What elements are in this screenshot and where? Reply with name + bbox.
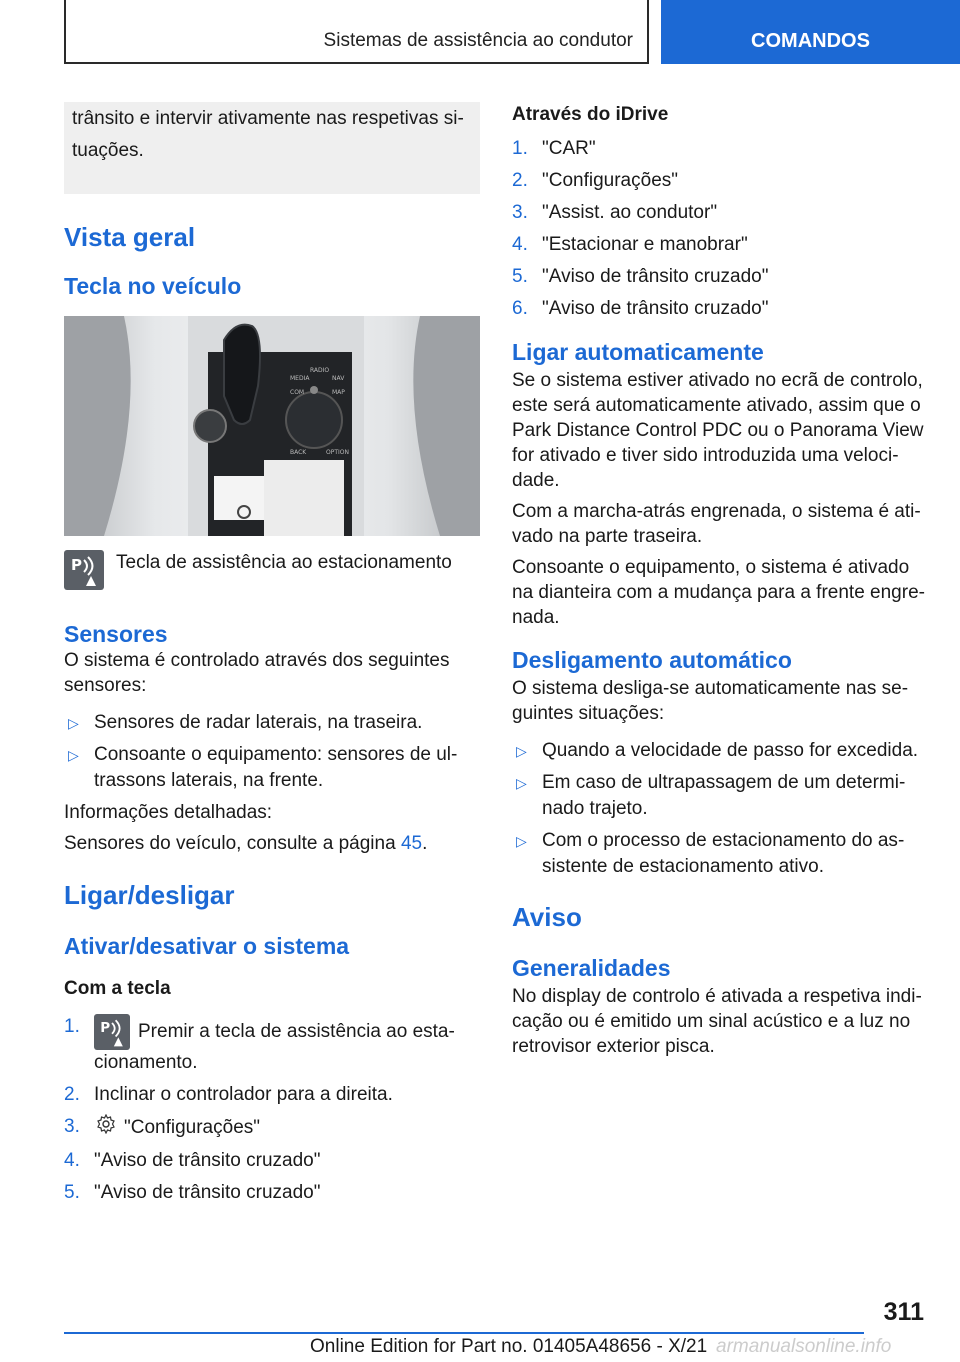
- bullet-triangle-icon: ▷: [68, 747, 79, 763]
- list-item: ▷ Com o processo de estacionamento do assistente de estacionamento ativo.: [516, 830, 905, 877]
- intro-box: [64, 102, 480, 194]
- list-item: 2. "Configurações": [512, 170, 679, 191]
- general-text: No display de controlo é ativada a respetiva indicação ou é emitido um sinal acústico e a luz no retrovisor exterior pisca.: [512, 986, 922, 1057]
- center-console-illustration: [64, 316, 480, 536]
- auto-on-text-2: Com a marcha-atrás engrenada, o sistema é ativado na parte traseira.: [512, 501, 921, 547]
- bullet-triangle-icon: ▷: [516, 743, 527, 759]
- list-item: 2. Inclinar o controlador para a direita.: [64, 1084, 393, 1105]
- bullet-triangle-icon: ▷: [516, 775, 527, 791]
- auto-on-text-1: Se o sistema estiver ativado no ecrã de controlo, este será automaticamente ativado, assim que o Park Distance Control PDC ou o Panorama View for ativado e tiver sido introduzida uma velocidade.: [512, 370, 924, 491]
- edition-note: Online Edition for Part no. 01405A48656 - X/21: [310, 1336, 708, 1357]
- list-item: 1. P Premir a tecla de assistência ao estacionamento.: [64, 1016, 455, 1073]
- bullet-triangle-icon: ▷: [68, 715, 79, 731]
- heading-button: Tecla no veículo: [64, 273, 242, 299]
- list-item: ▷ Em caso de ultrapassagem de um determinado trajeto.: [516, 772, 906, 819]
- bullet-triangle-icon: ▷: [516, 833, 527, 849]
- reference-line: Sensores do veículo, consulte a página 45.: [64, 833, 428, 854]
- auto-off-text: O sistema desliga-se automaticamente nas seguintes situações:: [512, 678, 909, 724]
- heading-idrive: Através do iDrive: [512, 104, 669, 125]
- chapter-tab[interactable]: COMANDOS: [661, 0, 960, 64]
- heading-with-key: Com a tecla: [64, 978, 171, 999]
- watermark: armanualsonline.info: [716, 1336, 892, 1357]
- svg-text:P: P: [100, 1020, 111, 1036]
- parking-assist-icon: [94, 1014, 130, 1050]
- list-item: 5. "Aviso de trânsito cruzado": [512, 266, 769, 287]
- photo-label-option: OPTION: [326, 449, 349, 456]
- svg-text:P: P: [71, 556, 82, 574]
- footer-divider: [64, 1332, 864, 1334]
- list-item: ▷ Consoante o equipamento: sensores de ultrassons laterais, na frente.: [68, 744, 458, 791]
- list-item: ▷ Quando a velocidade de passo for excedida.: [512, 738, 928, 764]
- list-item: 3. "Assist. ao condutor": [512, 202, 718, 223]
- heading-on-off: Ligar/desligar: [64, 880, 235, 910]
- right-column: [512, 102, 928, 1065]
- list-item: 1. "CAR": [512, 138, 596, 159]
- icon-caption: Tecla de assistência ao estacionamento: [116, 552, 452, 573]
- auto-on-text-3: Consoante o equipamento, o sistema é ativado na dianteira com a mudança para a frente engrenada.: [512, 557, 925, 628]
- auto-off-list: [512, 738, 928, 880]
- list-item: ▷ Sensores de radar laterais, na traseira.: [64, 710, 480, 736]
- photo-label-com: COM: [290, 389, 305, 396]
- controller-photo: [64, 316, 480, 536]
- photo-label-media: MEDIA: [290, 375, 310, 382]
- heading-auto-on: Ligar automaticamente: [512, 339, 764, 365]
- idrive-steps: [512, 136, 928, 322]
- key-steps: [64, 1014, 480, 1206]
- page-link[interactable]: 45: [400, 833, 423, 854]
- intro-line-1: trânsito e intervir ativamente nas respetivas si-: [72, 108, 464, 129]
- photo-label-radio: RADIO: [310, 367, 330, 374]
- photo-label-back: BACK: [290, 449, 307, 456]
- photo-label-nav: NAV: [332, 375, 345, 382]
- parking-assist-icon: [64, 550, 104, 590]
- sensors-list: [64, 710, 480, 794]
- header-box: [64, 0, 649, 64]
- heading-auto-off: Desligamento automático: [512, 647, 792, 673]
- section-title: Sistemas de assistência ao condutor: [323, 30, 633, 51]
- list-item: 6. "Aviso de trânsito cruzado": [512, 298, 769, 319]
- heading-overview: Vista geral: [64, 222, 196, 252]
- sensors-text: O sistema é controlado através dos seguintes sensores:: [64, 650, 450, 696]
- page-number: 311: [883, 1298, 924, 1326]
- intro-line-2: tuações.: [72, 140, 144, 161]
- gear-icon: [96, 1114, 116, 1142]
- photo-label-map: MAP: [332, 389, 345, 396]
- list-item: 4. "Estacionar e manobrar": [512, 234, 748, 255]
- list-item: 5. "Aviso de trânsito cruzado": [64, 1182, 321, 1203]
- info-label: Informações detalhadas:: [64, 802, 273, 823]
- heading-warning: Aviso: [512, 902, 582, 932]
- heading-activate: Ativar/desativar o sistema: [64, 933, 350, 959]
- heading-general: Generalidades: [512, 955, 671, 981]
- heading-sensors: Sensores: [64, 621, 168, 647]
- list-item: 4. "Aviso de trânsito cruzado": [64, 1150, 321, 1171]
- icon-legend: [64, 550, 480, 590]
- left-column: [64, 102, 480, 1212]
- list-item: 3. "Configurações": [64, 1114, 480, 1142]
